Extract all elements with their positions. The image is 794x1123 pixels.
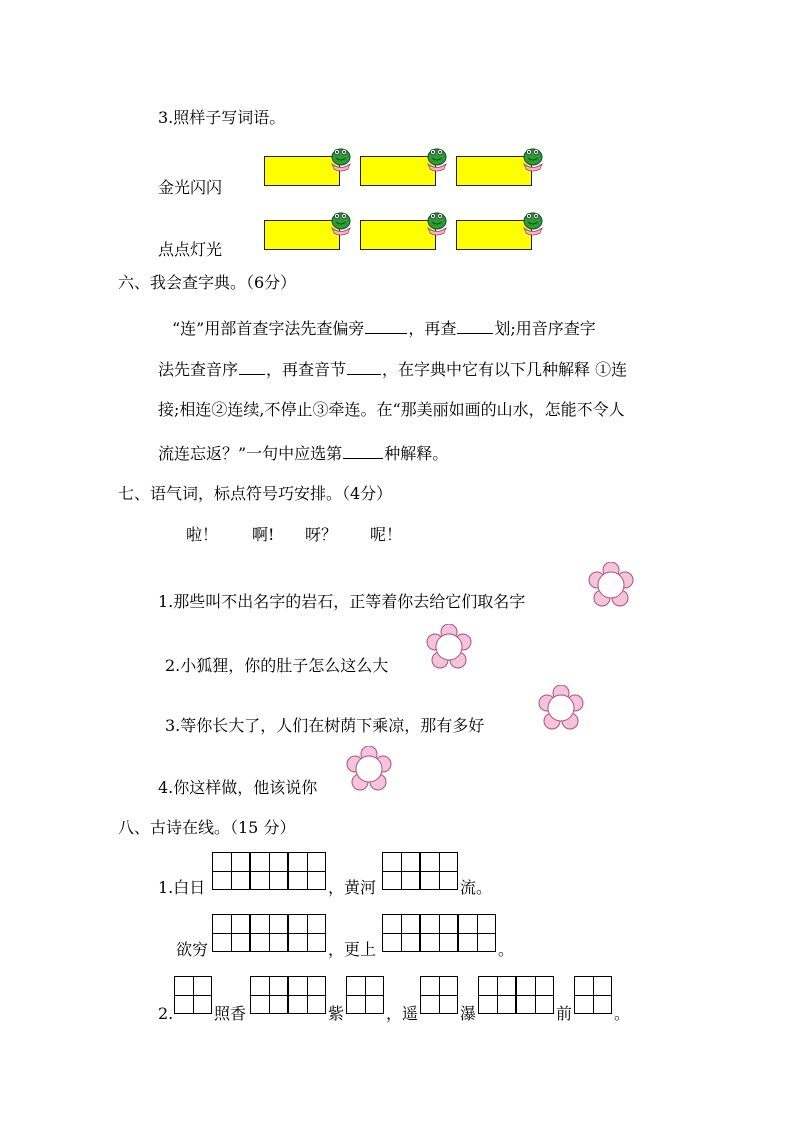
dict-line-3: 接;相连②连续,不停止③牵连。在“那美丽如画的山水，怎能不令人: [158, 400, 625, 419]
text: ，在字典中它有以下几种解释 ①连: [382, 360, 628, 379]
blank[interactable]: [365, 317, 407, 334]
text: 划;用音序查字: [494, 319, 596, 338]
poem-text: 2.: [158, 1004, 174, 1023]
char-grid[interactable]: [212, 852, 250, 890]
word-option: 呢！: [370, 525, 403, 544]
poem-text: 1.白日: [158, 878, 206, 897]
example-word: 点点灯光: [158, 240, 223, 259]
char-grid[interactable]: [382, 852, 420, 890]
sentence-3: 3.等你长大了，人们在树荫下乘凉，那有多好: [165, 716, 485, 735]
char-grid[interactable]: [288, 914, 326, 952]
word-option: 啦！: [186, 525, 219, 544]
text: 种解释。: [384, 444, 449, 463]
blank[interactable]: [347, 358, 381, 375]
flower-icon[interactable]: [426, 624, 472, 670]
char-grid[interactable]: [382, 914, 420, 952]
char-grid[interactable]: [174, 976, 212, 1014]
char-grid[interactable]: [346, 976, 384, 1014]
poem-text: ，更上: [328, 940, 377, 959]
char-grid[interactable]: [574, 976, 612, 1014]
char-grid[interactable]: [420, 852, 458, 890]
frog-icon: [328, 146, 354, 172]
section-heading: 六、我会查字典。（6分）: [118, 273, 297, 292]
dict-line-2: [158, 358, 627, 380]
word-option: 啊!: [252, 525, 275, 544]
flower-icon[interactable]: [588, 562, 634, 608]
question-title: 3.照样子写词语。: [158, 108, 286, 127]
char-grid[interactable]: [250, 852, 288, 890]
section-heading: 八、古诗在线。（15 分）: [118, 818, 296, 837]
char-grid[interactable]: [478, 976, 516, 1014]
text: 法先查音序: [158, 360, 239, 379]
sentence-4: 4.你这样做，他该说你: [158, 778, 318, 797]
char-grid[interactable]: [420, 914, 458, 952]
poem-text: 照香: [214, 1004, 247, 1023]
frog-icon: [328, 210, 354, 236]
blank[interactable]: [239, 358, 265, 375]
text: 流连忘返？”一句中应选第: [158, 444, 343, 463]
section-heading: 七、语气词，标点符号巧安排。（4分）: [118, 484, 393, 503]
poem-text: 前: [556, 1004, 573, 1023]
char-grid[interactable]: [288, 852, 326, 890]
frog-icon: [520, 210, 546, 236]
char-grid[interactable]: [420, 976, 458, 1014]
frog-icon: [424, 146, 450, 172]
poem-text: 流。: [460, 878, 493, 897]
sentence-2: 2.小狐狸，你的肚子怎么这么大: [165, 656, 389, 675]
flower-icon[interactable]: [538, 685, 584, 731]
poem-text: 。: [614, 1004, 631, 1023]
flower-icon[interactable]: [346, 746, 392, 792]
poem-text: ，遥: [386, 1004, 419, 1023]
dict-line-4: [158, 442, 448, 464]
poem-text: 紫: [328, 1004, 345, 1023]
poem-text: ，黄河: [328, 878, 377, 897]
sentence-1: 1.那些叫不出名字的岩石，正等着你去给它们取名字: [158, 592, 526, 611]
text: ，再查: [408, 319, 457, 338]
frog-icon: [520, 146, 546, 172]
word-option: 呀？: [305, 525, 338, 544]
dict-line-1: [172, 317, 596, 339]
poem-text: 。: [498, 940, 515, 959]
poem-text: 欲穷: [176, 940, 209, 959]
text: ，再查音节: [266, 360, 347, 379]
blank[interactable]: [343, 442, 383, 459]
example-word: 金光闪闪: [158, 178, 223, 197]
frog-icon: [424, 210, 450, 236]
char-grid[interactable]: [516, 976, 554, 1014]
blank[interactable]: [457, 317, 493, 334]
char-grid[interactable]: [288, 976, 326, 1014]
char-grid[interactable]: [250, 914, 288, 952]
char-grid[interactable]: [250, 976, 288, 1014]
text: “连”用部首查字法先查偏旁: [172, 319, 365, 338]
poem-text: 瀑: [460, 1004, 477, 1023]
char-grid[interactable]: [212, 914, 250, 952]
char-grid[interactable]: [458, 914, 496, 952]
